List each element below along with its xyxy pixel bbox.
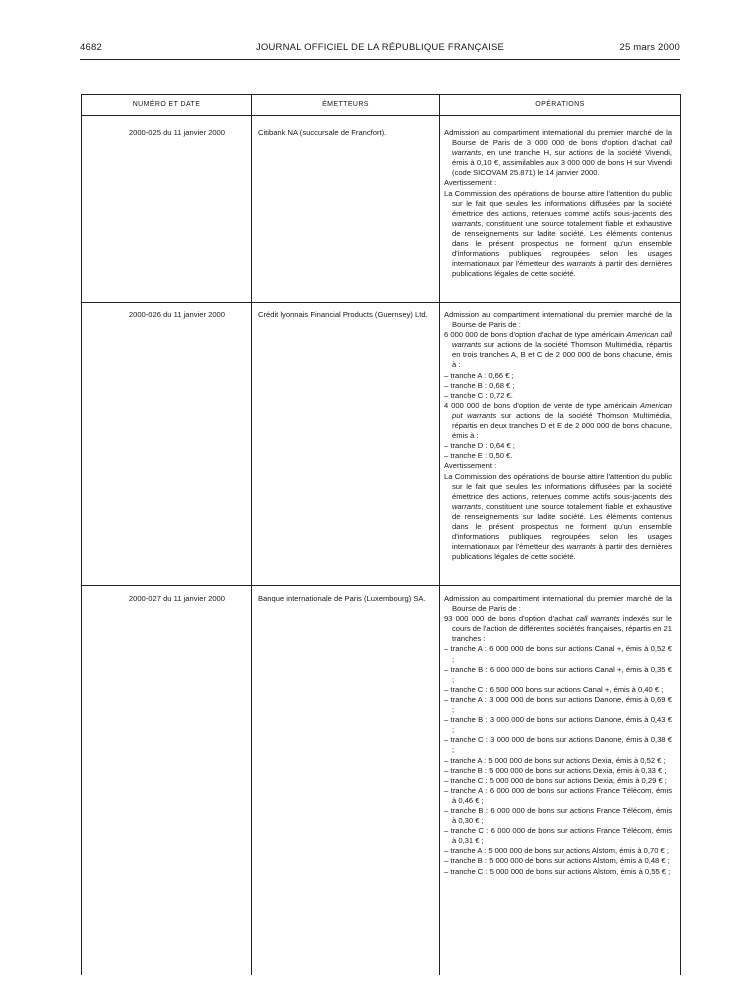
row-issuer: Crédit lyonnais Financial Products (Guernsey) Ltd. bbox=[258, 310, 428, 319]
operation-paragraph: La Commission des opérations de bourse attire l'attention du public sur le fait que seules les informations diffusées par la société émettrice des actions, retenues comme actifs sous-jacents des warrants, constituent une source totalement fiable et exhaustive de renseignements sur ladite société. Les éléments contenus dans le présent prospectus ne forment qu'un ensemble d'informations publiques regroupées selon les usages internationaux par l'émetteur des warrants à partir des dernières publications légales de cette société. bbox=[444, 188, 672, 279]
operation-paragraph: – tranche B : 3 000 000 de bons sur actions Danone, émis à 0,43 € ; bbox=[444, 715, 672, 735]
operation-paragraph: – tranche C : 0,72 €. bbox=[444, 390, 513, 400]
row-operations bbox=[444, 128, 672, 279]
row-number-date: 2000-025 du 11 janvier 2000 bbox=[128, 128, 225, 137]
operation-paragraph: La Commission des opérations de bourse attire l'attention du public sur le fait que seules les informations diffusées par la société émettrice des actions, retenues comme actifs sous-jacents des warrants, constituent une source totalement fiable et exhaustive de renseignements sur ladite société. Les éléments contenus dans le présent prospectus ne forment qu'un ensemble d'informations publiques regroupées selon les usages internationaux par l'émetteur des warrants à partir des dernières publications légales de cette société. bbox=[444, 471, 672, 562]
operation-paragraph: Avertissement : bbox=[444, 178, 497, 188]
operation-paragraph: – tranche B : 6 000 000 de bons sur actions France Télécom, émis à 0,30 € ; bbox=[444, 805, 672, 826]
italic-term: call warrants bbox=[575, 614, 620, 624]
row-divider bbox=[82, 302, 680, 303]
italic-term: American call warrants bbox=[452, 330, 672, 350]
row-divider bbox=[82, 585, 680, 586]
column-divider bbox=[439, 95, 440, 975]
operation-paragraph: – tranche A : 3 000 000 de bons sur actions Danone, émis à 0,69 € ; bbox=[444, 694, 672, 715]
column-header-issuers: ÉMETTEURS bbox=[322, 101, 369, 108]
header-row-rule bbox=[82, 115, 680, 116]
italic-term: warrants bbox=[566, 259, 596, 269]
operations-table bbox=[81, 94, 681, 975]
row-number-date: 2000-027 du 11 janvier 2000 bbox=[128, 594, 225, 603]
operation-paragraph: Admission au compartiment international du premier marché de la Bourse de Paris de 3 000 000 de bons d'option d'achat call warrants, en une tranche H, sur actions de la société Vivendi, émis à 0,10 €, assimilables aux 3 000 000 de bons H sur Vivendi (code SICOVAM 25.871) le 14 janvier 2000. bbox=[444, 128, 672, 178]
operation-paragraph: Admission au compartiment international du premier marché de la Bourse de Paris de : bbox=[444, 310, 672, 330]
journal-title: JOURNAL OFFICIEL DE LA RÉPUBLIQUE FRANÇAISE bbox=[255, 42, 505, 53]
operation-paragraph: 6 000 000 de bons d'option d'achat de type américain American call warrants sur actions de la société Thomson Multimédia, répartis en trois tranches A, B et C de 2 000 000 de bons chacune, émis à : bbox=[444, 330, 672, 370]
operation-paragraph: – tranche B : 0,68 € ; bbox=[444, 380, 515, 390]
operation-paragraph: Admission au compartiment international du premier marché de la Bourse de Paris de : bbox=[444, 594, 672, 614]
italic-term: warrants bbox=[452, 218, 482, 228]
operation-paragraph: – tranche E : 0,50 €. bbox=[444, 451, 513, 461]
operation-paragraph: – tranche A : 0,66 € ; bbox=[444, 370, 514, 380]
operation-paragraph: – tranche A : 6 000 000 de bons sur actions France Télécom, émis à 0,46 € ; bbox=[444, 785, 672, 805]
operation-paragraph: – tranche C : 3 000 000 de bons sur actions Danone, émis à 0,38 € ; bbox=[444, 735, 672, 755]
row-issuer: Citibank NA (succursale de Francfort). bbox=[258, 128, 387, 137]
column-header-number-date: NUMÉRO ET DATE bbox=[132, 101, 201, 108]
row-operations bbox=[444, 310, 672, 562]
operation-paragraph: – tranche B : 5 000 000 de bons sur actions Dexia, émis à 0,33 € ; bbox=[444, 765, 667, 775]
row-issuer: Banque internationale de Paris (Luxembourg) SA. bbox=[258, 594, 426, 603]
operation-paragraph: – tranche C : 6 500 000 bons sur actions Canal +, émis à 0,40 € ; bbox=[444, 684, 664, 694]
operation-paragraph: Avertissement : bbox=[444, 461, 497, 471]
row-operations bbox=[444, 594, 672, 877]
operation-paragraph: – tranche B : 6 000 000 de bons sur actions Canal +, émis à 0,35 € ; bbox=[444, 664, 672, 684]
operation-paragraph: – tranche C : 5 000 000 de bons sur actions Alstom, émis à 0,55 € ; bbox=[444, 866, 671, 876]
publication-date: 25 mars 2000 bbox=[619, 42, 680, 53]
row-number-date: 2000-026 du 11 janvier 2000 bbox=[128, 310, 225, 319]
italic-term: call warrants bbox=[452, 138, 672, 158]
operation-paragraph: – tranche D : 0,64 € ; bbox=[444, 441, 515, 451]
operation-paragraph: – tranche C : 5 000 000 de bons sur actions Dexia, émis à 0,29 € ; bbox=[444, 775, 667, 785]
operation-paragraph: – tranche A : 6 000 000 de bons sur actions Canal +, émis à 0,52 € ; bbox=[444, 644, 672, 664]
operation-paragraph: 4 000 000 de bons d'option de vente de type américain American put warrants sur actions de la société Thomson Multimédia, répartis en deux tranches D et E de 2 000 000 de bons chacune, émis à : bbox=[444, 400, 672, 441]
italic-term: American put warrants bbox=[452, 400, 672, 420]
page-header bbox=[80, 42, 680, 56]
page-number: 4682 bbox=[80, 42, 102, 53]
operation-paragraph: 93 000 000 de bons d'option d'achat call warrants indexés sur le cours de l'action de différentes sociétés françaises, répartis en 21 tranches : bbox=[444, 614, 672, 644]
operation-paragraph: – tranche B : 5 000 000 de bons sur actions Alstom, émis à 0,48 € ; bbox=[444, 856, 670, 866]
operation-paragraph: – tranche A : 5 000 000 de bons sur actions Alstom, émis à 0,70 € ; bbox=[444, 846, 669, 856]
header-rule bbox=[80, 59, 680, 60]
column-header-operations: OPÉRATIONS bbox=[535, 101, 585, 108]
italic-term: warrants bbox=[566, 542, 596, 552]
operation-paragraph: – tranche C : 6 000 000 de bons sur actions France Télécom, émis à 0,31 € ; bbox=[444, 826, 672, 846]
column-divider bbox=[251, 95, 252, 975]
italic-term: warrants bbox=[452, 501, 482, 511]
operation-paragraph: – tranche A : 5 000 000 de bons sur actions Dexia, émis à 0,52 € ; bbox=[444, 755, 666, 765]
